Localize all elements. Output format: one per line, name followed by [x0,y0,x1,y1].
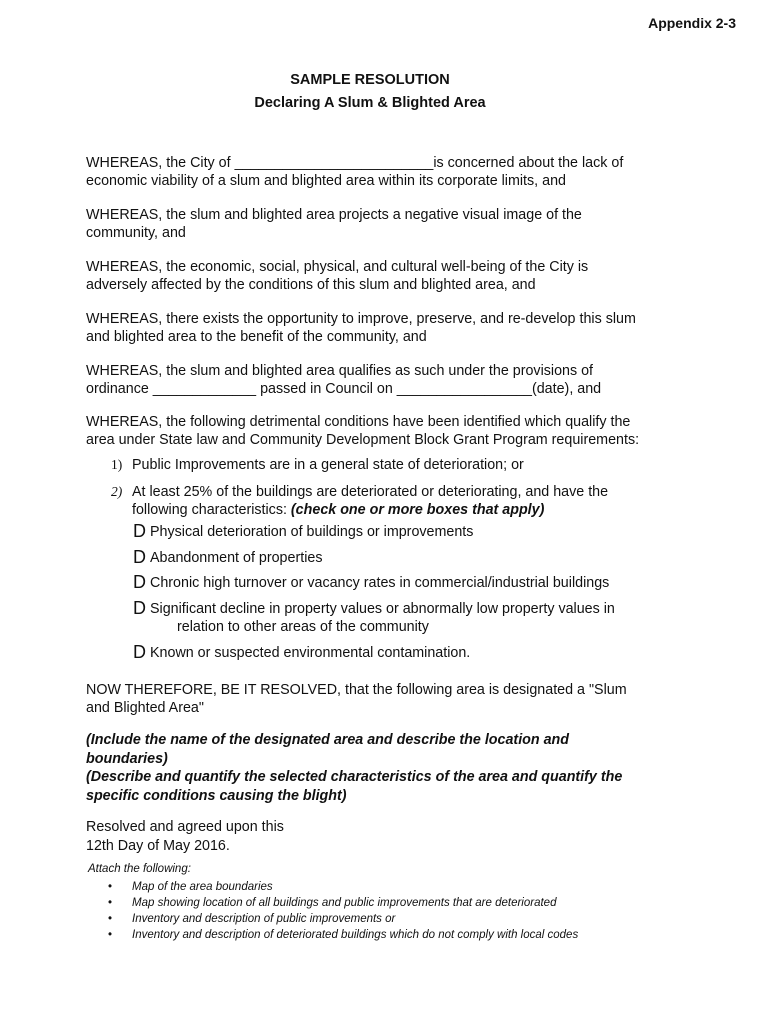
whereas-paragraph-4 [86,310,666,346]
appendix-label: Appendix 2-3 [648,15,736,31]
paragraph-line: Resolved and agreed upon this [86,819,284,835]
item-line [132,501,608,519]
instruction-line: specific conditions causing the blight) [86,787,347,804]
instruction-location [86,731,666,805]
paragraph-line: economic viability of a slum and blighted area within its corporate limits, and [86,173,566,189]
list-item-text: Map of the area boundaries [132,881,273,893]
checkbox-label-continued: relation to other areas of the community [177,619,429,635]
numbered-item-2 [132,483,608,519]
checkbox-item-abandonment[interactable] [133,548,322,567]
checkbox-item-physical-deterioration[interactable] [133,522,473,541]
numbered-item-1: Public Improvements are in a general state of deterioration; or [132,457,524,473]
paragraph-line: WHEREAS, the slum and blighted area qualifies as such under the provisions of [86,363,594,379]
checkbox-label: Chronic high turnover or vacancy rates in commercial/industrial buildings [150,575,610,591]
item-text: following characteristics: [132,502,291,518]
bullet-icon: • [108,913,113,925]
checkbox-item-contamination[interactable] [133,643,470,662]
attachments-heading: Attach the following: [88,863,191,875]
instruction-line: (Include the name of the designated area and describe the location and [86,732,570,748]
paragraph-line: adversely affected by the conditions of this slum and blighted area, and [86,277,536,293]
list-item-text: Inventory and description of deteriorated buildings which do not comply with local codes [132,929,579,941]
check-instruction: (check one or more boxes that apply) [290,502,545,518]
checkbox-label: Physical deterioration of buildings or improvements [150,524,474,540]
bullet-icon: • [108,881,113,893]
checkbox-icon[interactable]: D [133,598,146,618]
checkbox-icon[interactable]: D [133,572,146,592]
paragraph-line: WHEREAS, the following detrimental conditions have been identified which qualify the [86,414,631,430]
list-item [108,927,578,943]
list-item-text: Inventory and description of public improvements or [132,913,396,925]
paragraph-line: area under State law and Community Development Block Grant Program requirements: [86,432,640,448]
checkbox-label: Known or suspected environmental contamination. [150,645,471,661]
instruction-line: boundaries) [86,750,168,767]
checkbox-icon[interactable]: D [133,642,146,662]
list-item [108,911,578,927]
list-number-1: 1) [111,457,123,472]
paragraph-line: and blighted area to the benefit of the community, and [86,329,427,345]
paragraph-line: community, and [86,225,186,241]
list-item-text: Map showing location of all buildings and public improvements that are deteriorated [132,897,557,909]
agreed-paragraph [86,818,666,855]
document-title: SAMPLE RESOLUTION [290,72,450,88]
list-item [108,879,578,895]
bullet-icon: • [108,897,113,909]
paragraph-line: WHEREAS, the slum and blighted area projects a negative visual image of the [86,207,582,223]
paragraph-line: WHEREAS, the economic, social, physical, and cultural well-being of the City is [86,259,589,275]
instruction-line: (Describe and quantify the selected characteristics of the area and quantify the [86,769,623,785]
list-item [108,895,578,911]
whereas-paragraph-1 [86,154,666,190]
paragraph-line: WHEREAS, there exists the opportunity to improve, preserve, and re-develop this slum [86,311,636,327]
checkbox-item-property-values[interactable] [133,599,615,636]
paragraph-line: NOW THEREFORE, BE IT RESOLVED, that the following area is designated a "Slum [86,682,627,698]
item-line: At least 25% of the buildings are deteriorated or deteriorating, and have the [132,484,609,500]
paragraph-line: and Blighted Area" [86,700,204,716]
bullet-icon: • [108,929,113,941]
whereas-paragraph-6 [86,413,666,449]
checkbox-label: Significant decline in property values or abnormally low property values in [150,601,615,617]
paragraph-line: 12th Day of May 2016. [86,837,230,854]
document-subtitle: Declaring A Slum & Blighted Area [254,95,486,111]
resolved-paragraph [86,681,666,717]
paragraph-line: ordinance _____________ passed in Council on _________________(date), and [86,381,602,397]
whereas-paragraph-2 [86,206,666,242]
attachments-list [108,879,578,943]
paragraph-line: WHEREAS, the City of _________________________is concerned about the lack of [86,155,624,171]
checkbox-icon[interactable]: D [133,521,146,541]
whereas-paragraph-3 [86,258,666,294]
checkbox-label: Abandonment of properties [150,550,323,566]
checkbox-icon[interactable]: D [133,547,146,567]
checkbox-item-vacancy[interactable] [133,573,609,592]
whereas-paragraph-5 [86,362,666,398]
list-number-2: 2) [111,484,123,499]
